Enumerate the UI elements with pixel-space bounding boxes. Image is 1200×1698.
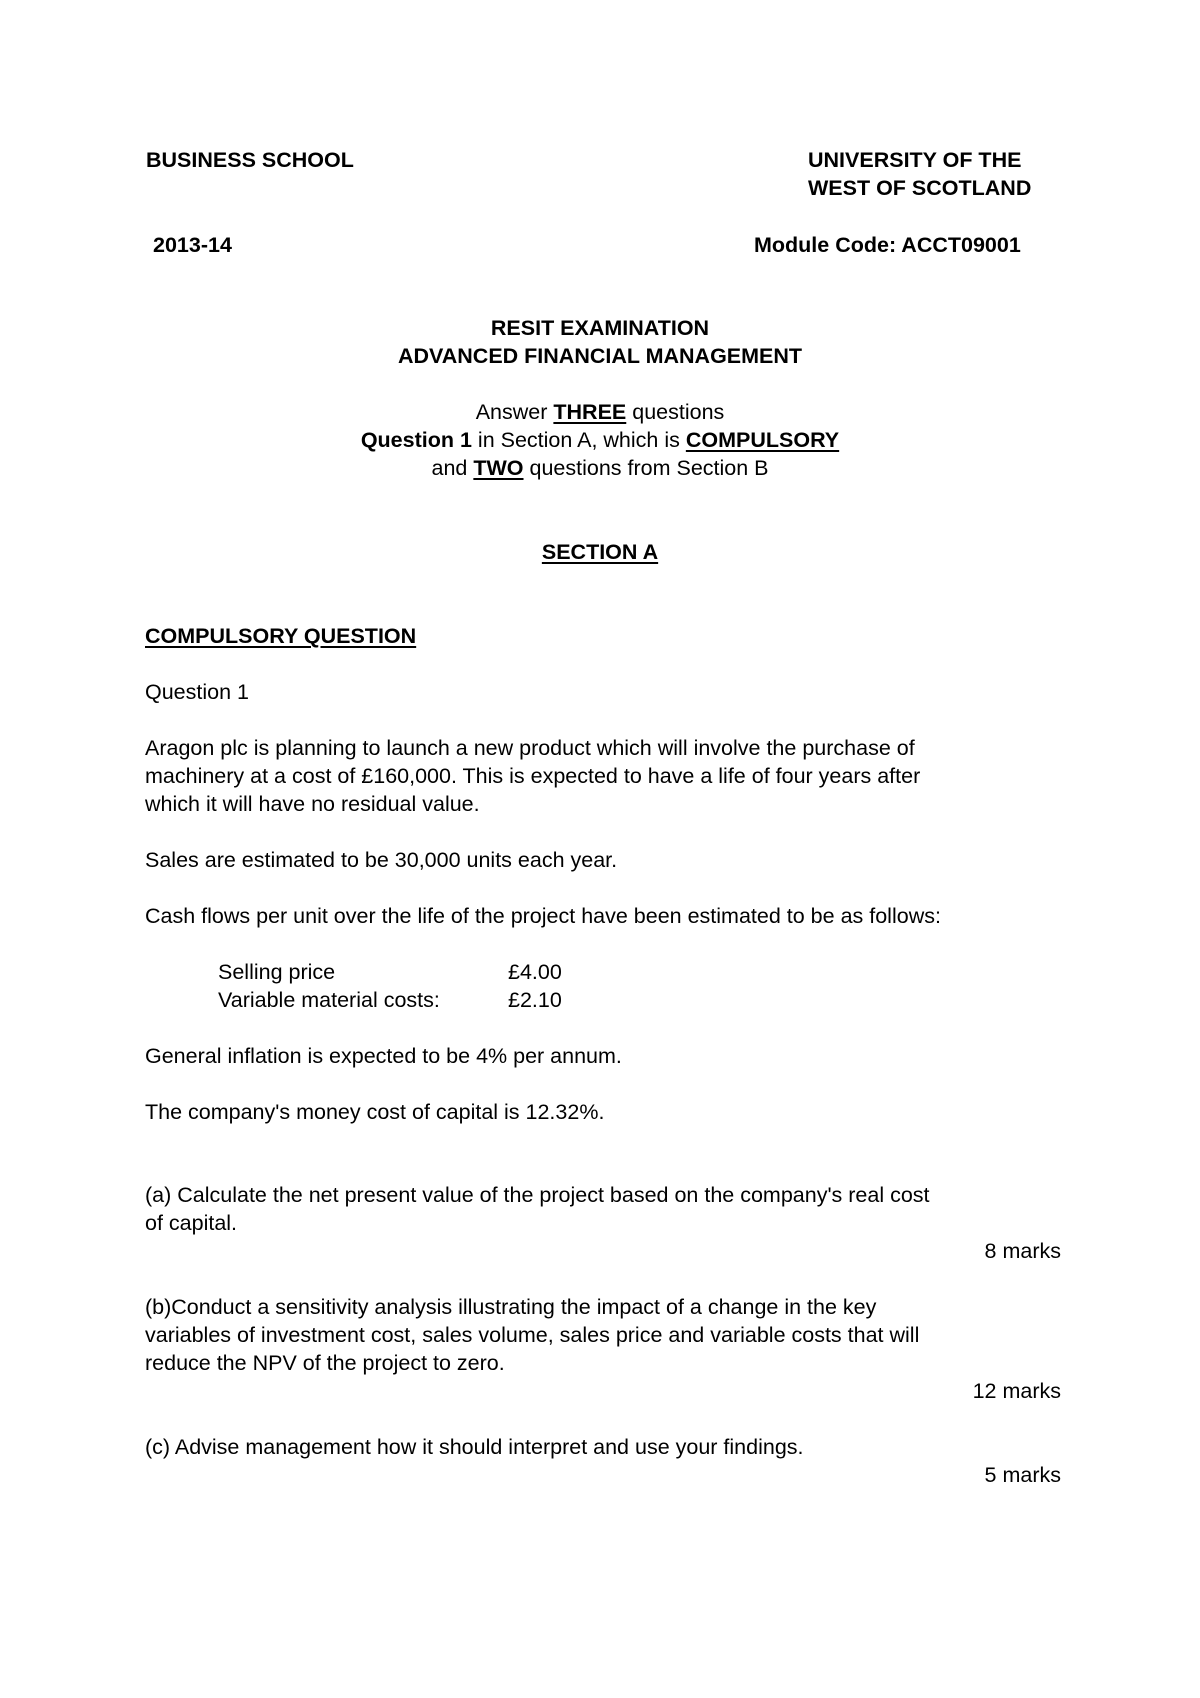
academic-year: 2013-14: [153, 233, 232, 257]
university-line-1: UNIVERSITY OF THE: [808, 148, 1022, 172]
instruction-text: Answer: [475, 400, 554, 424]
cash-flow-value: £4.00: [508, 960, 562, 984]
part-c-line: (c) Advise management how it should interpret and use your findings.: [145, 1435, 804, 1459]
instruction-text: in Section A, which is: [471, 428, 686, 452]
instruction-line-1: [0, 398, 1200, 426]
school-name: BUSINESS SCHOOL: [146, 148, 354, 172]
part-b-marks: 12 marks: [972, 1379, 1061, 1403]
section-a-heading: SECTION A: [541, 540, 659, 564]
inflation-statement: General inflation is expected to be 4% per annum.: [145, 1044, 622, 1068]
instruction-text: questions from Section B: [523, 456, 769, 480]
university-line-2: WEST OF SCOTLAND: [808, 176, 1032, 200]
cash-flow-label: Selling price: [218, 960, 336, 984]
question-paragraph-line: Aragon plc is planning to launch a new product which will involve the purchase of: [145, 736, 915, 760]
sales-estimate: Sales are estimated to be 30,000 units each year.: [145, 848, 618, 872]
part-b-line: variables of investment cost, sales volume, sales price and variable costs that will: [145, 1323, 920, 1347]
part-a-marks: 8 marks: [984, 1239, 1061, 1263]
part-b-line: (b)Conduct a sensitivity analysis illustrating the impact of a change in the key: [145, 1295, 877, 1319]
instruction-emphasis: Question 1: [360, 428, 472, 452]
module-code: Module Code: ACCT09001: [754, 233, 1021, 257]
part-c-marks: 5 marks: [984, 1463, 1061, 1487]
cash-flows-intro: Cash flows per unit over the life of the project have been estimated to be as follows:: [145, 904, 941, 928]
part-a-line: (a) Calculate the net present value of the project based on the company's real cost: [145, 1183, 930, 1207]
instruction-emphasis: COMPULSORY: [685, 428, 840, 452]
compulsory-question-heading: COMPULSORY QUESTION: [145, 624, 417, 648]
question-paragraph-line: machinery at a cost of £160,000. This is expected to have a life of four years after: [145, 764, 921, 788]
part-a-line: of capital.: [145, 1211, 238, 1235]
module-title: ADVANCED FINANCIAL MANAGEMENT: [397, 344, 803, 368]
cash-flow-label: Variable material costs:: [218, 988, 440, 1012]
instruction-text: questions: [626, 400, 725, 424]
instruction-line-3: [0, 454, 1200, 482]
question-paragraph-line: which it will have no residual value.: [145, 792, 480, 816]
cost-of-capital-statement: The company's money cost of capital is 12.32%.: [145, 1100, 605, 1124]
cash-flow-value: £2.10: [508, 988, 562, 1012]
instruction-line-2: [0, 426, 1200, 454]
instruction-emphasis: THREE: [553, 400, 627, 424]
part-b-line: reduce the NPV of the project to zero.: [145, 1351, 505, 1375]
instruction-emphasis: TWO: [473, 456, 524, 480]
exam-title: RESIT EXAMINATION: [490, 316, 710, 340]
question-label: Question 1: [145, 680, 249, 704]
instruction-text: and: [431, 456, 474, 480]
